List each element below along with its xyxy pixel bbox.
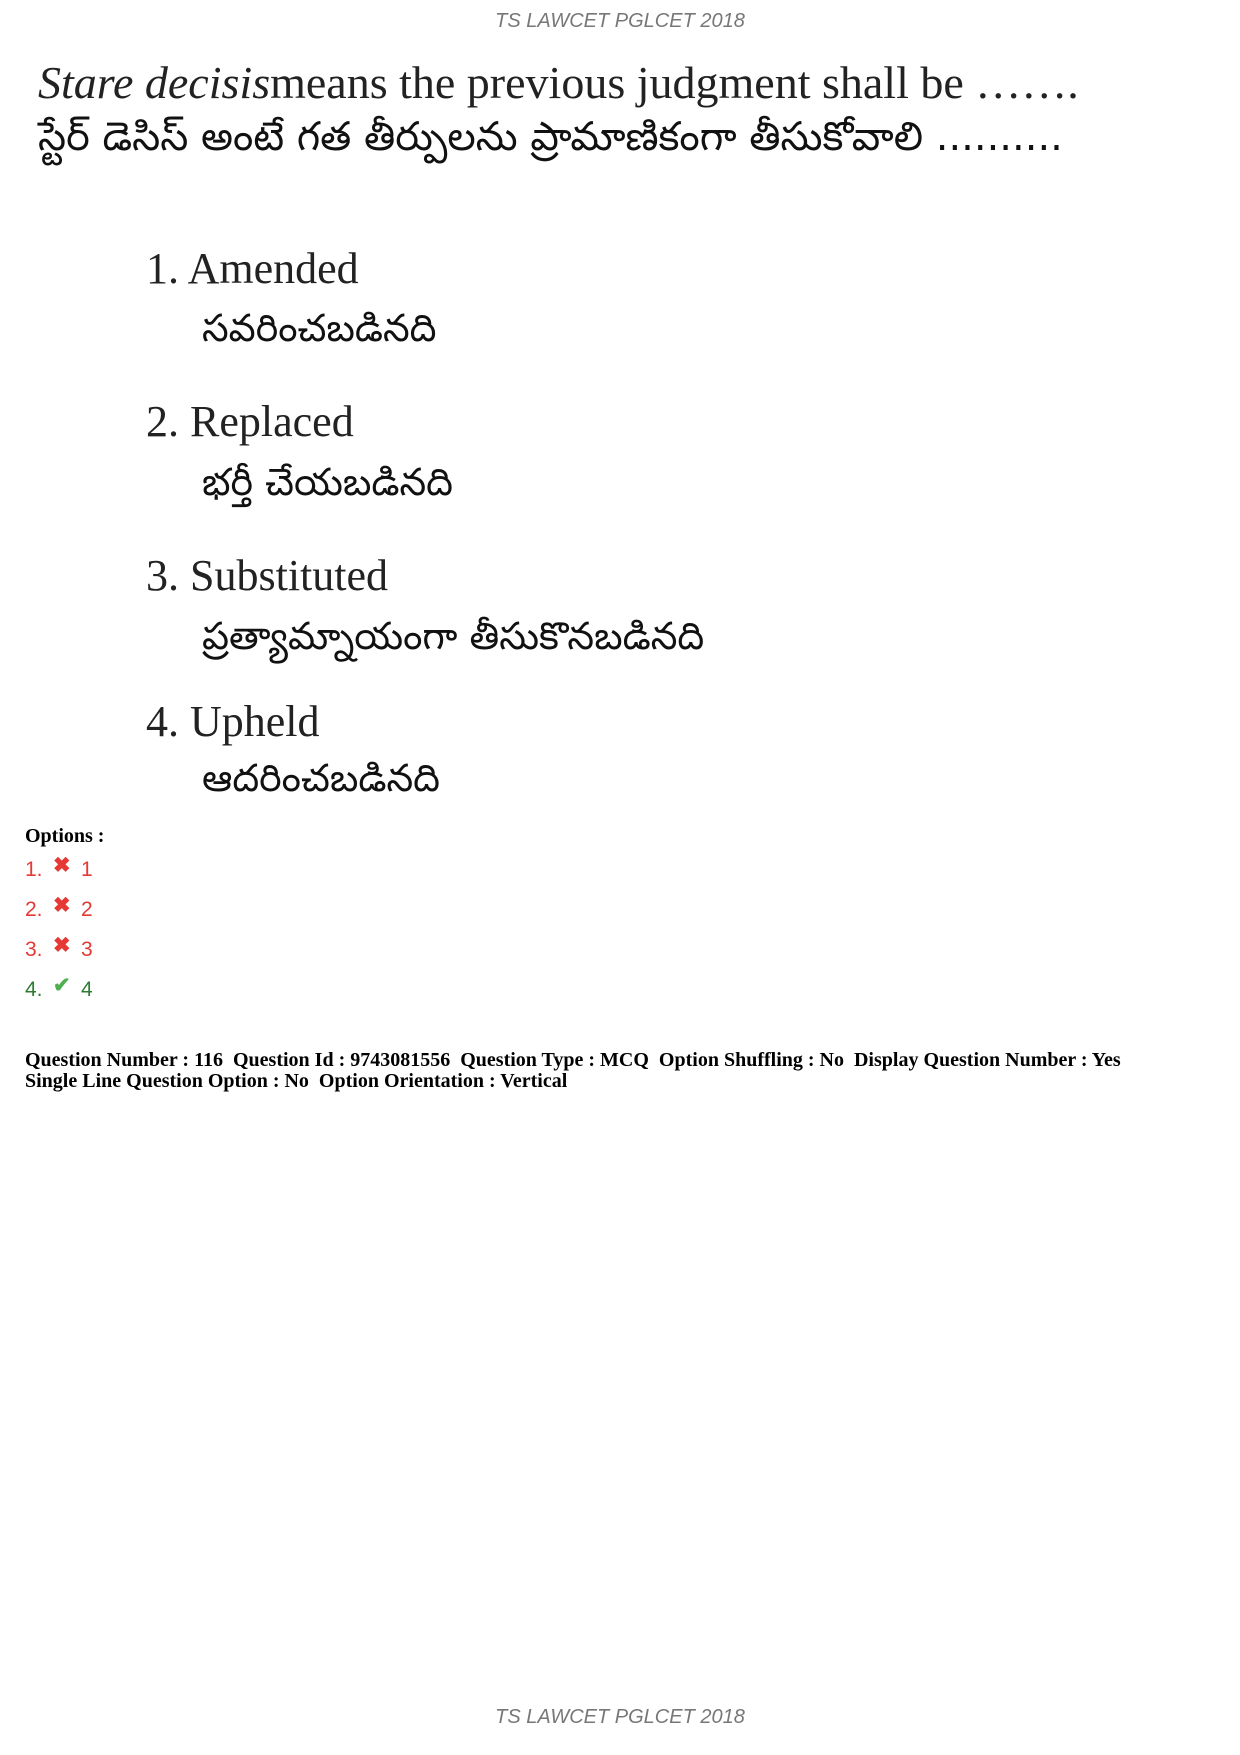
option-number: 1. — [25, 858, 43, 881]
option-number: 2. — [25, 898, 43, 921]
page-footer: TS LAWCET PGLCET 2018 — [495, 1706, 745, 1728]
choice-1-english: 1. Amended — [146, 244, 359, 293]
option-value: 3 — [81, 938, 93, 961]
metadata-line-2-text: Single Line Question Option : No Option Orientation : Vertical — [25, 1070, 568, 1092]
metadata-line-1 — [25, 1050, 1215, 1071]
options-label: Options : — [25, 825, 105, 847]
question-rest: means the previous judgment shall be ……. — [270, 57, 1079, 108]
choice-3-telugu: ప్రత్యామ్నాయంగా తీసుకొనబడినది — [202, 614, 705, 658]
option-value: 1 — [81, 858, 93, 881]
choice-3-english: 3. Substituted — [146, 551, 389, 600]
page-header: TS LAWCET PGLCET 2018 — [495, 10, 745, 32]
question-metadata — [25, 1050, 1215, 1092]
cross-icon: ✖ — [53, 934, 71, 957]
option-number: 4. — [25, 978, 43, 1001]
question-term: Stare decisis — [38, 57, 271, 108]
option-value: 2 — [81, 898, 93, 921]
option-row — [25, 974, 93, 1002]
choice-2-english: 2. Replaced — [146, 397, 354, 446]
check-icon: ✔ — [53, 974, 71, 997]
question-image — [28, 48, 1208, 818]
choice-1-telugu: సవరించబడినది — [202, 306, 437, 350]
question-text-english — [38, 56, 1079, 109]
choice-2-telugu: భర్తీ చేయబడినది — [202, 460, 453, 504]
cross-icon: ✖ — [53, 894, 71, 917]
metadata-line-2 — [25, 1071, 1215, 1092]
option-number: 3. — [25, 938, 43, 961]
choice-4-telugu: ఆదరించబడినది — [202, 756, 440, 800]
cross-icon: ✖ — [53, 854, 71, 877]
option-value: 4 — [81, 978, 93, 1001]
option-row — [25, 934, 93, 962]
option-row — [25, 854, 93, 882]
option-row — [25, 894, 93, 922]
metadata-line-1-text: Question Number : 116 Question Id : 9743081556 Question Type : MCQ Option Shuffling : No Display Question Number : Yes — [25, 1049, 1121, 1071]
choice-4-english: 4. Upheld — [146, 697, 320, 746]
question-text-telugu: స్టేర్ డెసిస్ అంటే గత తీర్పులను ప్రామాణికంగా తీసుకోవాలి .......... — [38, 114, 1063, 160]
